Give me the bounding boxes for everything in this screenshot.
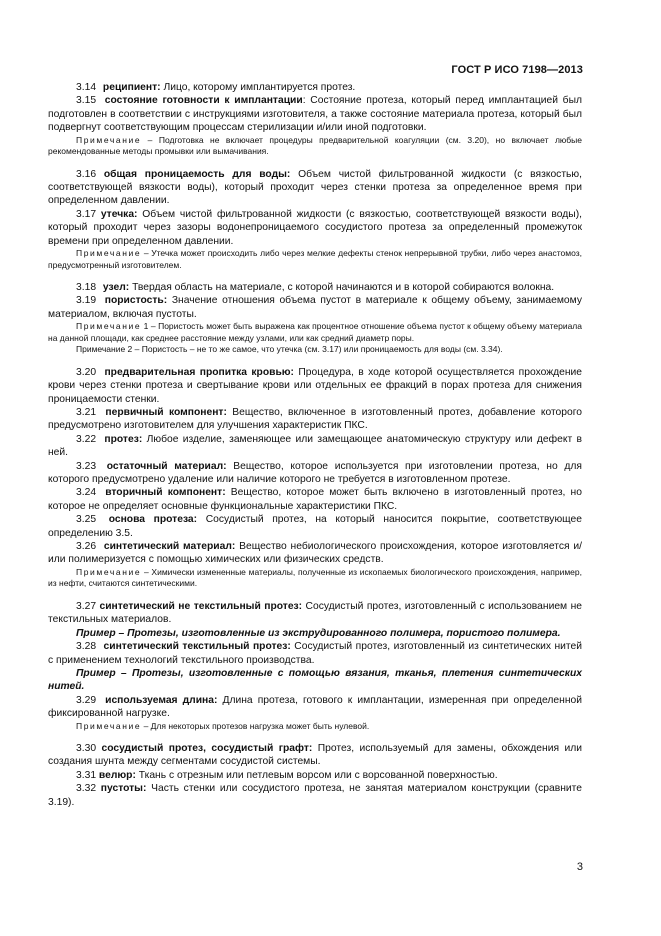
entry-3-18: 3.18 узел: Твердая область на материале, с которой начинаются и в которой собираются волокна.	[76, 282, 555, 294]
entry-3-21: 3.21 первичный компонент: Вещество, включенное в изготовленный протез, добавление которого предусмотрено изготовителем для улучшения характеристик ПКС.	[48, 407, 582, 432]
entry-3-15: 3.15 состояние готовности к имплантации: Состояние протеза, который перед имплантацией был подготовлен в соответствии с инструкциями изготовителя, а также состояние материала протеза, который был подвергнут соответствующим процессам стерилизации и/или иной подготовки.	[48, 95, 582, 134]
entry-3-14: 3.14 реципиент: Лицо, которому имплантируется протез.	[76, 82, 356, 93]
entry-3-20: 3.20 предварительная пропитка кровью: Процедура, в ходе которой осуществляется прохождение крови через стенки протеза и свертывание крови или отдельных ее фракций в порах протеза для снижения проницаемости стенки.	[48, 366, 583, 405]
entry-3-26: 3.26 синтетический материал: Вещество небиологического происхождения, которое изготовляется и/или полимеризуется с помощью химических или физических средств.	[48, 541, 582, 566]
note-2: Примечание 2 – Пористость – не то же самое, что утечка (см. 3.17) или проницаемость для воды (см. 3.34).	[76, 344, 503, 355]
note: Примечание – Подготовка не включает процедуры предварительной коагуляции (см. 3.20), но включает любые рекомендованные методы промывки или вымачивания.	[48, 134, 582, 157]
entry-3-24: 3.24 вторичный компонент: Вещество, которое может быть включено в изготовленный протез, но которое не определяет основные функциональные характеристики ПКС.	[48, 487, 582, 512]
entry-3-29: 3.29 используемая длина: Длина протеза, готового к имплантации, измеренная при определенной фиксированной нагрузке.	[48, 694, 582, 720]
note: Примечание – Утечка может происходить либо через мелкие дефекты стенок непрерывной трубки, либо через анастомоз, предусмотренный изготовителем.	[48, 248, 582, 270]
entry-3-22: 3.22 протез: Любое изделие, заменяющее или замещающее анатомическую структуру или дефект в ней.	[48, 433, 582, 459]
document-header: ГОСТ Р ИСО 7198—2013	[451, 64, 583, 76]
entry-3-19: 3.19 пористость: Значение отношения объема пустот в материале к общему объему, занимаемому материалом, включая пустоты.	[48, 295, 582, 320]
entry-3-28: 3.28 синтетический текстильный протез: Сосудистый протез, изготовленный из синтетических нитей с применением технологий текстильного производства.	[48, 641, 582, 666]
entry-3-16: 3.16 общая проницаемость для воды: Объем чистой фильтрованной жидкости (с вязкостью, соответствующей вязкости воды), который проходит через стенки протеза за определенное время при определенном давлении.	[48, 168, 582, 207]
entry-3-32: 3.32 пустоты: Часть стенки или сосудистого протеза, не занятая материалом конструкции (сравните 3.19).	[48, 783, 582, 808]
example: Пример – Протезы, изготовленные из экструдированного полимера, пористого полимера.	[76, 627, 561, 639]
note: Примечание 1 – Пористость может быть выражена как процентное отношение объема пустот к общему объему материала на данной площади, как среднее расстояние между узлами, или как средний диаметр поры.	[48, 321, 582, 343]
page-number: 3	[576, 861, 583, 873]
entry-3-17: 3.17 утечка: Объем чистой фильтрованной жидкости (с вязкостью, соответствующей вязкости воды), который проходит через зазоры водонепроницаемого сосудистого протеза за определенный промежуток времени при определенном давлении.	[48, 208, 582, 247]
entry-3-31: 3.31 велюр: Ткань с отрезным или петлевым ворсом или с ворсованной поверхностью.	[76, 769, 498, 781]
entry-3-25: 3.25 основа протеза: Сосудистый протез, на который наносится покрытие, соответствующее определению 3.5.	[48, 514, 582, 539]
entry-3-23: 3.23 остаточный материал: Вещество, которое используется при изготовлении протеза, но для которого предусмотрено удаление или наличие которого не требуется в изготовленном протезе.	[48, 460, 582, 486]
entry-3-30: 3.30 сосудистый протез, сосудистый графт: Протез, используемый для замены, обхождения или создания шунта между сегментами сосудистой системы.	[48, 743, 582, 768]
note: Примечание – Химически измененные материалы, полученные из ископаемых биологического происхождения, например, из нефти, считаются синтетическими.	[48, 566, 582, 589]
example: Пример – Протезы, изготовленные с помощью вязания, тканья, плетения синтетических нитей.	[48, 667, 582, 693]
entry-3-27: 3.27 синтетический не текстильный протез: Сосудистый протез, изготовленный с использованием не текстильных материалов.	[48, 600, 582, 626]
document-body	[48, 81, 582, 809]
note: Примечание – Для некоторых протезов нагрузка может быть нулевой.	[76, 720, 370, 731]
